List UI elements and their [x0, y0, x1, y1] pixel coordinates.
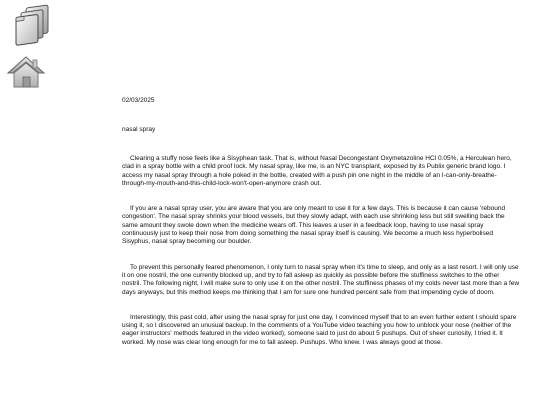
post-date: 02/03/2025: [122, 97, 155, 104]
stacked-folders-icon[interactable]: [12, 4, 52, 46]
post-paragraph: Interestingly, this past cold, after using the nasal spray for just one day, I convinced myself that to an even further extent I should spare using it, so I discovered an unusual backup. In the comments of a YouTube video teaching you how to unblock your nose (neither of the eager instructors' methods featured in the video worked), someone said to just do about 5 pushups. Out of sheer curiosity, I tried it. It worked. My nose was clear long enough for me to fall asleep. Pushups. Who knew. I was always good at those.: [122, 313, 517, 346]
post-paragraph: To prevent this personally feared phenomenon, I only turn to nasal spray when it's time to sleep, and only as a last resort. I will only use it on one nostril, the one currently blocked up, and try to fall asleep as quickly as possible before the stuffiness switches to the other nostril. The following night, I will make sure to only use it on the other nostril. The stuffiness phases of my colds never last more than a few days anyways, but this method keeps me thinking that I am for sure one hundred percent safe from that impending cycle of doom.: [122, 263, 520, 296]
post-title: nasal spray: [122, 126, 156, 133]
post-paragraph: Clearing a stuffy nose feels like a Sisyphean task. That is, without Nasal Decongestant Oxymetazoline HCl 0.05%, a Herculean hero, clad in a spray bottle with a child proof lock. My nasal spray, like me, is an NYC transplant, exposed by its Publix generic brand logo. I access my nasal spray through a hole poked in the bottle, created with a push pin one night in the middle of an I-can-only-breathe-through-my-mouth-and-this-child-lock-won't-open-anymore crash out.: [122, 155, 512, 187]
home-icon[interactable]: [6, 55, 46, 89]
blog-post: [122, 97, 520, 347]
post-paragraph: If you are a nasal spray user, you are aware that you are only meant to use it for a few days. This is because it can cause 'rebound congestion'. The nasal spray shrinks your blood vessels, but they slowly adapt, with each use shrinking less but still swelling back the same amount they swole down when the medicine wears off. This leaves a user in a feedback loop, having to use nasal spray continuously just to keep their nose from doing something the nasal spray itself is causing. We become a much less hyperbolised Sisyphus, nasal spray becoming our boulder.: [122, 205, 506, 246]
